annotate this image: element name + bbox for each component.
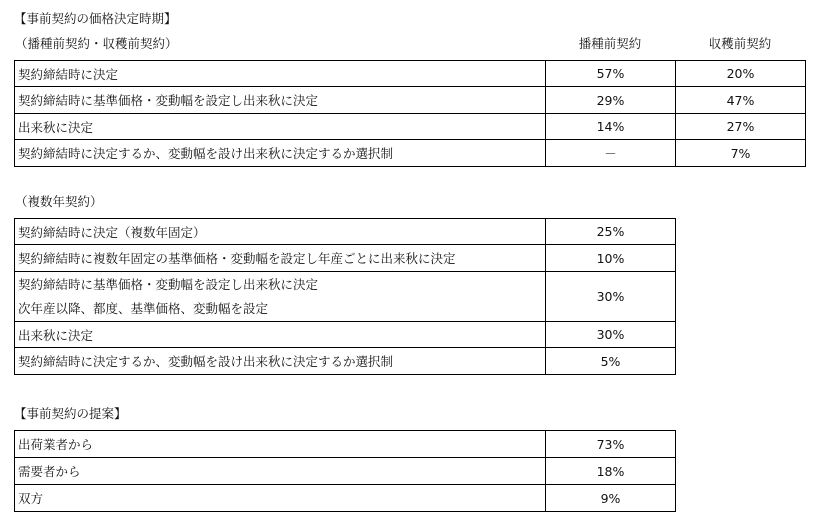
row-value: 30% bbox=[546, 272, 676, 322]
row-label: 契約締結時に基準価格・変動幅を設定し出来秋に決定 bbox=[15, 87, 546, 114]
row-value: 9% bbox=[546, 485, 676, 512]
table-row bbox=[15, 322, 676, 348]
row-label: 契約締結時に決定するか、変動幅を設け出来秋に決定するか選択制 bbox=[15, 140, 546, 167]
row-label-line-1: 契約締結時に基準価格・変動幅を設定し出来秋に決定 bbox=[18, 276, 319, 292]
table-row bbox=[15, 114, 806, 140]
row-label-line-2: 次年産以降、都度、基準価格、変動幅を設定 bbox=[18, 300, 269, 316]
table-row bbox=[15, 485, 676, 512]
pre-sowing-value: 57% bbox=[546, 61, 676, 87]
table-row bbox=[15, 431, 676, 458]
row-value: 73% bbox=[546, 431, 676, 458]
pre-sowing-value: 29% bbox=[546, 87, 676, 114]
table-row bbox=[15, 348, 676, 375]
table-row bbox=[15, 140, 806, 167]
table-row bbox=[15, 272, 676, 322]
row-label: 出荷業者から bbox=[15, 431, 546, 458]
row-label: 契約締結時に決定（複数年固定） bbox=[15, 219, 546, 245]
section2-subtitle: （複数年契約） bbox=[15, 194, 103, 209]
row-label: 双方 bbox=[15, 485, 546, 512]
row-value: 10% bbox=[546, 245, 676, 272]
column-header-pre-harvest: 収穫前契約 bbox=[708, 36, 772, 51]
row-label: 出来秋に決定 bbox=[15, 114, 546, 140]
table-row bbox=[15, 458, 676, 485]
row-label: 出来秋に決定 bbox=[15, 322, 546, 348]
row-label bbox=[15, 272, 546, 322]
pre-harvest-value: 20% bbox=[676, 61, 806, 87]
row-value: 30% bbox=[546, 322, 676, 348]
row-label: 契約締結時に決定するか、変動幅を設け出来秋に決定するか選択制 bbox=[15, 348, 546, 375]
row-value: 5% bbox=[546, 348, 676, 375]
section1-subtitle: （播種前契約・収穫前契約） bbox=[15, 36, 178, 51]
row-value: 25% bbox=[546, 219, 676, 245]
pre-harvest-value: 27% bbox=[676, 114, 806, 140]
row-label: 契約締結時に複数年固定の基準価格・変動幅を設定し年産ごとに出来秋に決定 bbox=[15, 245, 546, 272]
section1-title: 【事前契約の価格決定時期】 bbox=[14, 11, 177, 26]
pre-sowing-value: － bbox=[546, 140, 676, 167]
table-row bbox=[15, 219, 676, 245]
multi-year-contract-table bbox=[14, 218, 676, 375]
row-value: 18% bbox=[546, 458, 676, 485]
table-row bbox=[15, 87, 806, 114]
section3-title: 【事前契約の提案】 bbox=[14, 406, 127, 421]
row-label: 需要者から bbox=[15, 458, 546, 485]
table-row bbox=[15, 245, 676, 272]
table-row bbox=[15, 61, 806, 87]
pre-sowing-value: 14% bbox=[546, 114, 676, 140]
column-header-pre-sowing: 播種前契約 bbox=[578, 36, 642, 51]
row-label: 契約締結時に決定 bbox=[15, 61, 546, 87]
pre-harvest-value: 7% bbox=[676, 140, 806, 167]
pre-harvest-value: 47% bbox=[676, 87, 806, 114]
price-timing-table bbox=[14, 60, 806, 167]
contract-proposal-table bbox=[14, 430, 676, 512]
